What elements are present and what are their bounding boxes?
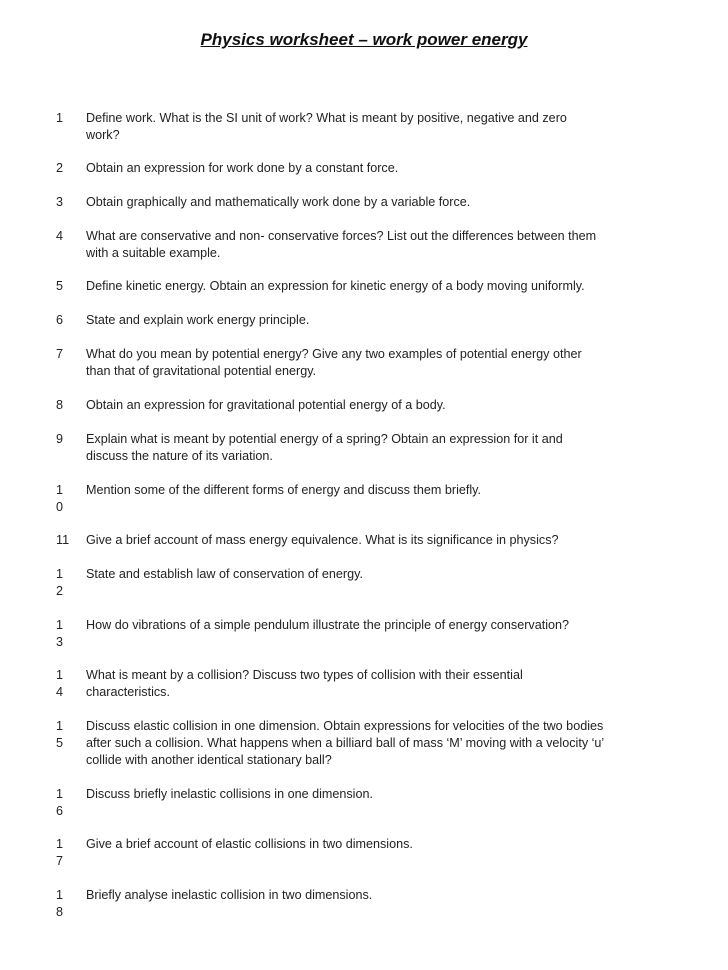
question-text: Give a brief account of mass energy equivalence. What is its significance in physics? [86, 533, 559, 547]
question-text: Discuss briefly inelastic collisions in one dimension. [86, 787, 373, 801]
question-number: 7 [56, 347, 64, 361]
question-text: How do vibrations of a simple pendulum illustrate the principle of energy conservation? [86, 618, 570, 632]
question-number: 3 [56, 195, 64, 209]
question-number: 1 6 [56, 787, 64, 818]
question-text: Mention some of the different forms of energy and discuss them briefly. [86, 483, 482, 497]
question-number: 9 [56, 432, 64, 446]
question-number: 1 2 [56, 567, 64, 598]
question-number: 11 [56, 533, 70, 547]
question-text: State and explain work energy principle. [86, 313, 310, 327]
question-number: 1 3 [56, 618, 64, 649]
question-text: State and establish law of conservation of energy. [86, 567, 363, 581]
question-number: 8 [56, 398, 64, 412]
question-text: Define work. What is the SI unit of work? What is meant by positive, negative and zero work? [86, 111, 567, 142]
question-text: What do you mean by potential energy? Give any two examples of potential energy other than that of gravitational potential energy. [86, 347, 582, 378]
page-title: Physics worksheet – work power energy [200, 30, 528, 49]
question-text: Give a brief account of elastic collisions in two dimensions. [86, 837, 413, 851]
question-number: 1 0 [56, 483, 64, 514]
question-number: 5 [56, 279, 64, 293]
question-number: 2 [56, 161, 64, 175]
question-text: Briefly analyse inelastic collision in two dimensions. [86, 888, 373, 902]
question-number: 1 8 [56, 888, 64, 919]
question-text: Discuss elastic collision in one dimension. Obtain expressions for velocities of the two bodies after such a collision. What happens when a billiard ball of mass ‘M’ moving with a velocity ‘u’ collide with another identical stationary ball? [86, 719, 605, 767]
question-text: Define kinetic energy. Obtain an expression for kinetic energy of a body moving uniformly. [86, 279, 585, 293]
question-text: Obtain an expression for work done by a constant force. [86, 161, 399, 175]
question-text: Explain what is meant by potential energy of a spring? Obtain an expression for it and discuss the nature of its variation. [86, 432, 563, 463]
question-number: 1 [56, 111, 64, 125]
question-number: 1 5 [56, 719, 64, 750]
question-number: 4 [56, 229, 64, 243]
question-text: What are conservative and non- conservative forces? List out the differences between them with a suitable example. [86, 229, 597, 260]
question-number: 6 [56, 313, 64, 327]
question-text: Obtain an expression for gravitational potential energy of a body. [86, 398, 446, 412]
question-text: What is meant by a collision? Discuss two types of collision with their essential characteristics. [86, 668, 523, 699]
question-number: 1 4 [56, 668, 64, 699]
question-number: 1 7 [56, 837, 64, 868]
question-text: Obtain graphically and mathematically work done by a variable force. [86, 195, 471, 209]
